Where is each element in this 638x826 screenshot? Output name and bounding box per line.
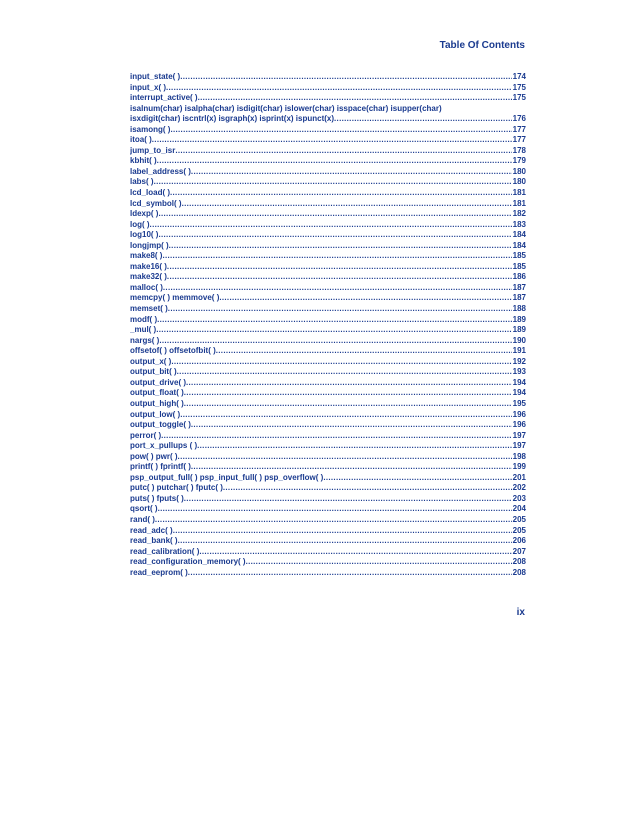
toc-entry-page: 177 (512, 135, 526, 145)
toc-entry-page: 197 (512, 441, 526, 451)
toc-entry-label: memset( ) (130, 304, 168, 314)
toc-entry-page: 205 (512, 514, 526, 524)
toc-entry-page: 197 (512, 430, 526, 440)
toc-entry-label: itoa( ) (130, 135, 152, 145)
toc-leader (150, 220, 512, 231)
toc-entry-label: pow( ) pwr( ) (130, 451, 178, 461)
toc-entry[interactable] (130, 230, 526, 241)
toc-entry[interactable] (130, 315, 526, 326)
toc-entry-label: output_x( ) (130, 356, 172, 366)
toc-entry[interactable] (130, 431, 526, 442)
toc-leader (152, 135, 512, 146)
toc-leader (162, 251, 511, 262)
toc-entry-page: 185 (512, 251, 526, 261)
toc-entry-label-continued: isxdigit(char) iscntrl(x) isgraph(x) isprint(x) ispunct(x) (130, 114, 335, 124)
toc-entry-label: isamong( ) (130, 124, 171, 134)
toc-entry-page: 180 (512, 166, 526, 176)
toc-entry-label: read_configuration_memory( ) (130, 557, 246, 567)
page-number: ix (516, 607, 525, 618)
toc-entry[interactable] (130, 293, 526, 304)
toc-entry[interactable] (130, 325, 526, 336)
toc-leader (171, 357, 511, 368)
toc-entry[interactable] (130, 156, 526, 167)
toc-entry-page: 178 (512, 145, 526, 155)
toc-entry[interactable] (130, 378, 526, 389)
toc-list (130, 72, 526, 578)
toc-leader (184, 388, 512, 399)
toc-leader (216, 346, 512, 357)
toc-leader (191, 462, 512, 473)
toc-entry-page: 202 (512, 483, 526, 493)
toc-leader (173, 526, 512, 537)
toc-entry[interactable] (130, 209, 526, 220)
toc-entry-label: log10( ) (130, 230, 159, 240)
toc-entry-label: read_eeprom( ) (130, 567, 188, 577)
toc-entry[interactable] (130, 304, 526, 315)
toc-entry-label: puts( ) fputs( ) (130, 493, 184, 503)
toc-entry[interactable] (130, 199, 526, 210)
toc-leader (158, 209, 511, 220)
toc-leader (178, 536, 512, 547)
toc-leader (199, 547, 511, 558)
toc-leader (161, 431, 512, 442)
toc-entry[interactable] (130, 241, 526, 252)
toc-entry-page: 191 (512, 346, 526, 356)
toc-leader (246, 557, 512, 568)
toc-entry[interactable] (130, 568, 526, 579)
toc-entry-page: 199 (512, 462, 526, 472)
toc-entry[interactable] (130, 536, 526, 547)
toc-entry[interactable] (130, 336, 526, 347)
toc-leader (197, 441, 512, 452)
toc-entry[interactable] (130, 410, 526, 421)
page-header-title: Table Of Contents (439, 40, 525, 51)
toc-entry-label: output_low( ) (130, 409, 181, 419)
toc-entry-page: 196 (512, 409, 526, 419)
toc-leader (180, 72, 511, 83)
toc-leader (186, 378, 512, 389)
toc-entry-label: lcd_load( ) (130, 188, 171, 198)
toc-entry-label: port_x_pullups ( ) (130, 441, 198, 451)
toc-entry[interactable] (130, 420, 526, 431)
toc-entry[interactable] (130, 188, 526, 199)
toc-entry[interactable] (130, 515, 526, 526)
toc-entry-label: ldexp( ) (130, 209, 159, 219)
toc-entry-page: 180 (512, 177, 526, 187)
toc-leader (178, 452, 512, 463)
toc-entry-label: input_x( ) (130, 82, 166, 92)
toc-entry[interactable] (130, 399, 526, 410)
toc-entry[interactable] (130, 125, 526, 136)
toc-leader (158, 230, 511, 241)
toc-entry[interactable] (130, 504, 526, 515)
toc-entry-label: isalnum(char) isalpha(char) isdigit(char) islower(char) isspace(char) isupper(char) (130, 103, 442, 113)
toc-entry-page: 179 (512, 156, 526, 166)
toc-leader (182, 199, 512, 210)
toc-leader (180, 410, 511, 421)
toc-entry-label: output_float( ) (130, 388, 184, 398)
toc-entry-page: 176 (512, 114, 526, 124)
toc-entry-page: 192 (512, 356, 526, 366)
toc-entry-label: kbhit( ) (130, 156, 157, 166)
toc-entry-page: 177 (512, 124, 526, 134)
toc-entry-page: 181 (512, 198, 526, 208)
toc-entry-page: 182 (512, 209, 526, 219)
toc-entry-label: modf( ) (130, 314, 158, 324)
toc-entry-label: log( ) (130, 219, 150, 229)
toc-entry-page: 175 (512, 93, 526, 103)
toc-entry-page: 194 (512, 388, 526, 398)
toc-entry-page: 201 (512, 472, 526, 482)
toc-entry-label: label_address( ) (130, 166, 191, 176)
toc-leader (184, 494, 512, 505)
toc-entry[interactable] (130, 346, 526, 357)
toc-entry-page: 174 (512, 72, 526, 81)
toc-entry-page: 208 (512, 557, 526, 567)
toc-entry-label: read_adc( ) (130, 525, 173, 535)
toc-entry-page: 186 (512, 272, 526, 282)
toc-entry-page: 206 (512, 536, 526, 546)
toc-entry[interactable] (130, 547, 526, 558)
toc-leader (188, 568, 512, 579)
toc-entry[interactable] (130, 220, 526, 231)
toc-entry-label: lcd_symbol( ) (130, 198, 182, 208)
toc-entry-label: printf( ) fprintf( ) (130, 462, 191, 472)
toc-entry-page: 188 (512, 304, 526, 314)
toc-entry-label: rand( ) (130, 514, 155, 524)
toc-entry-label: malloc( ) (130, 282, 163, 292)
toc-leader (169, 241, 512, 252)
toc-leader (167, 272, 512, 283)
toc-entry[interactable] (130, 262, 526, 273)
toc-entry-page: 205 (512, 525, 526, 535)
toc-leader (191, 420, 512, 431)
toc-leader (191, 167, 512, 178)
toc-entry[interactable] (130, 367, 526, 378)
toc-leader (163, 283, 512, 294)
toc-entry-page: 183 (512, 219, 526, 229)
toc-entry-label: _mul( ) (130, 325, 157, 335)
toc-leader (198, 93, 512, 104)
toc-entry-label: interrupt_active( ) (130, 93, 198, 103)
toc-leader (157, 156, 512, 167)
toc-entry[interactable] (130, 283, 526, 294)
toc-entry-label: make32( ) (130, 272, 167, 282)
toc-entry-label: offsetof( ) offsetofbit( ) (130, 346, 216, 356)
toc-leader (323, 473, 511, 484)
toc-entry-label: make8( ) (130, 251, 163, 261)
toc-entry[interactable] (130, 104, 526, 125)
toc-leader (155, 515, 512, 526)
toc-entry[interactable] (130, 251, 526, 262)
toc-entry-label: perror( ) (130, 430, 162, 440)
toc-entry-page: 198 (512, 451, 526, 461)
toc-entry-label: output_drive( ) (130, 377, 186, 387)
toc-entry-label: longjmp( ) (130, 240, 169, 250)
toc-entry-page: 184 (512, 240, 526, 250)
toc-leader (168, 304, 512, 315)
toc-entry-page: 189 (512, 325, 526, 335)
toc-entry-page: 187 (512, 293, 526, 303)
toc-entry[interactable] (130, 557, 526, 568)
toc-entry-page: 190 (512, 335, 526, 345)
toc-entry-page: 189 (512, 314, 526, 324)
toc-entry-page: 207 (512, 546, 526, 556)
toc-entry-page: 193 (512, 367, 526, 377)
toc-leader (177, 367, 512, 378)
toc-entry-label: output_high( ) (130, 398, 184, 408)
toc-entry[interactable] (130, 146, 526, 157)
toc-entry-label: make16( ) (130, 261, 167, 271)
toc-leader (166, 83, 512, 94)
toc-leader (170, 125, 511, 136)
toc-entry-page: 181 (512, 188, 526, 198)
toc-entry[interactable] (130, 388, 526, 399)
toc-entry[interactable] (130, 526, 526, 537)
toc-entry[interactable] (130, 473, 526, 484)
toc-entry-label: jump_to_isr (130, 145, 176, 155)
toc-entry[interactable] (130, 135, 526, 146)
toc-entry-page: 196 (512, 420, 526, 430)
toc-entry[interactable] (130, 452, 526, 463)
toc-entry[interactable] (130, 72, 526, 83)
toc-leader (334, 114, 512, 125)
toc-entry[interactable] (130, 441, 526, 452)
toc-entry-page: 184 (512, 230, 526, 240)
toc-entry-page: 175 (512, 82, 526, 92)
toc-leader (184, 399, 512, 410)
toc-entry-label: read_calibration( ) (130, 546, 200, 556)
toc-entry[interactable] (130, 83, 526, 94)
toc-entry[interactable] (130, 177, 526, 188)
toc-entry-label: memcpy( ) memmove( ) (130, 293, 220, 303)
toc-leader (170, 188, 512, 199)
toc-entry-label: nargs( ) (130, 335, 160, 345)
toc-entry-label: output_toggle( ) (130, 420, 191, 430)
toc-entry-page: 194 (512, 377, 526, 387)
toc-leader (175, 146, 511, 157)
toc-leader (158, 504, 512, 515)
toc-entry[interactable] (130, 357, 526, 368)
toc-entry[interactable] (130, 494, 526, 505)
toc-entry-label: read_bank( ) (130, 536, 178, 546)
toc-entry-page: 208 (512, 567, 526, 577)
toc-leader (156, 325, 511, 336)
toc-entry-label: input_state( ) (130, 72, 181, 81)
toc-leader (159, 336, 511, 347)
toc-leader (154, 177, 512, 188)
toc-entry[interactable] (130, 93, 526, 104)
toc-entry-label: psp_output_full( ) psp_input_full( ) psp_overflow( ) (130, 472, 324, 482)
toc-entry-label: output_bit( ) (130, 367, 177, 377)
toc-leader (167, 262, 512, 273)
toc-entry-label: putc( ) putchar( ) fputc( ) (130, 483, 223, 493)
toc-entry[interactable] (130, 483, 526, 494)
toc-leader (157, 315, 512, 326)
toc-entry-page: 195 (512, 398, 526, 408)
toc-entry[interactable] (130, 167, 526, 178)
toc-entry[interactable] (130, 462, 526, 473)
toc-entry-page: 187 (512, 282, 526, 292)
toc-entry-label: labs( ) (130, 177, 154, 187)
toc-entry-page: 203 (512, 493, 526, 503)
toc-entry-page: 185 (512, 261, 526, 271)
toc-leader (223, 483, 512, 494)
toc-entry[interactable] (130, 272, 526, 283)
toc-entry-label: qsort( ) (130, 504, 158, 514)
toc-entry-page: 204 (512, 504, 526, 514)
toc-leader (219, 293, 511, 304)
